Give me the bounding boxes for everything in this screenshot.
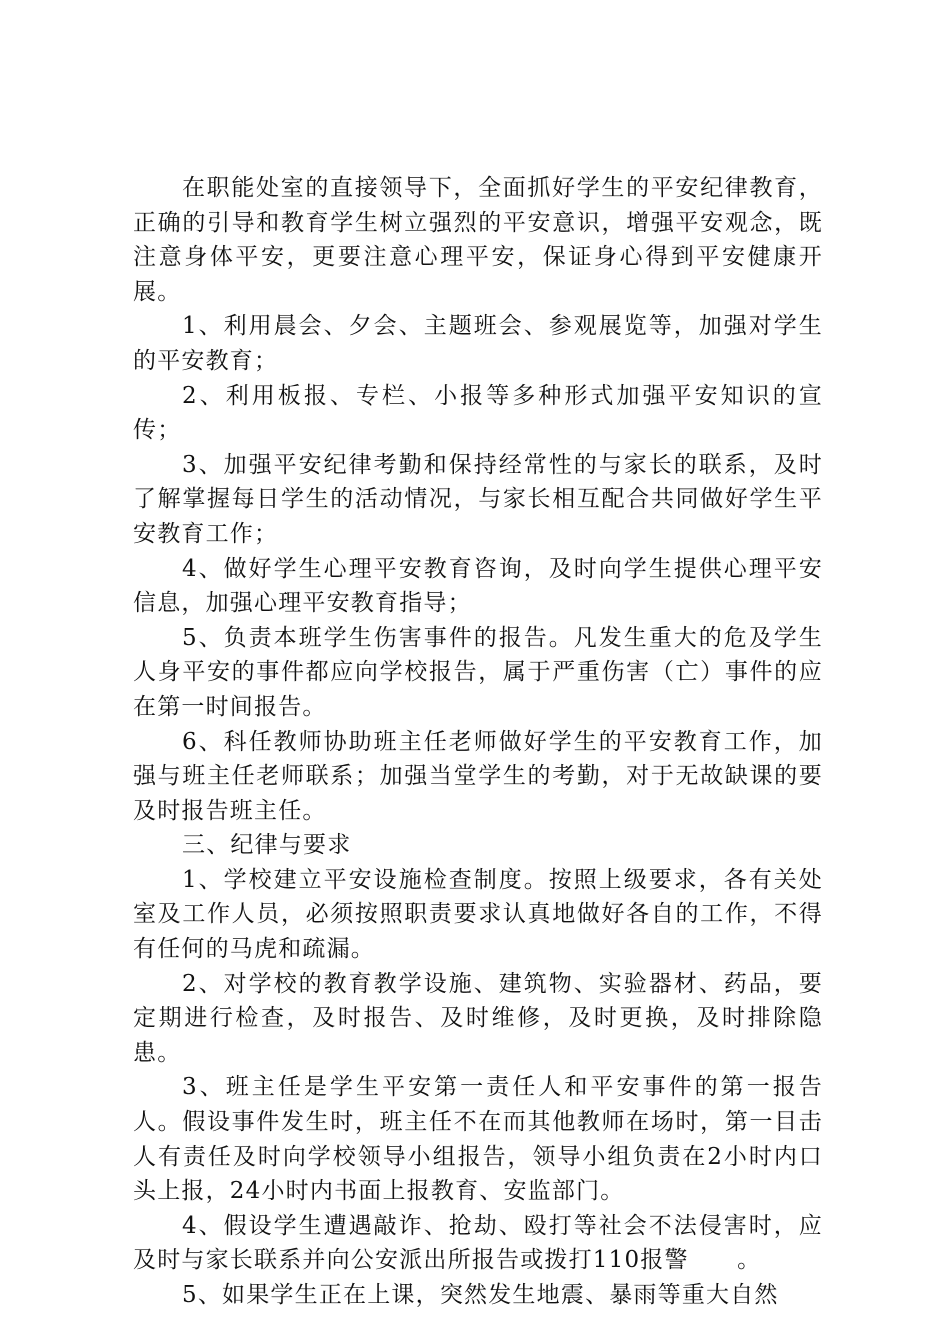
section-heading: 三、纪律与要求 — [182, 832, 352, 859]
paragraph-item-6: 6、科任教师协助班主任老师做好学生的平安教育工作，加强与班主任老师联系；加强当堂学生的考勤，对于无故缺课的要及时报告班主任。 — [133, 728, 823, 824]
paragraph-item-5: 5、负责本班学生伤害事件的报告。凡发生重大的危及学生人身平安的事件都应向学校报告，属于严重伤害（亡）事件的应在第一时间报告。 — [133, 624, 823, 720]
paragraph-rule-3: 3、班主任是学生平安第一责任人和平安事件的第一报告人。假设事件发生时，班主任不在而其他教师在场时，第一目击人有责任及时向学校领导小组报告，领导小组负责在2小时内口头上报，24小时内书面上报教育、安监部门。 — [133, 1074, 823, 1205]
paragraph-intro: 在职能处室的直接领导下，全面抓好学生的平安纪律教育，正确的引导和教育学生树立强烈的平安意识，增强平安观念，既注意身体平安，更要注意心理平安，保证身心得到平安健康开展。 — [133, 175, 823, 305]
paragraph-item-4: 4、做好学生心理平安教育咨询，及时向学生提供心理平安信息，加强心理平安教育指导； — [133, 555, 823, 617]
paragraph-rule-5: 5、如果学生正在上课，突然发生地震、暴雨等重大自然 — [182, 1282, 779, 1308]
paragraph-item-2: 2、利用板报、专栏、小报等多种形式加强平安知识的宣传； — [133, 382, 823, 444]
document-body — [133, 171, 823, 1313]
paragraph-rule-4: 4、假设学生遭遇敲诈、抢劫、殴打等社会不法侵害时，应及时与家长联系并向公安派出所报告或拨打110报警 。 — [133, 1212, 823, 1274]
paragraph-item-3: 3、加强平安纪律考勤和保持经常性的与家长的联系，及时了解掌握每日学生的活动情况，与家长相互配合共同做好学生平安教育工作； — [133, 451, 823, 547]
paragraph-rule-1: 1、学校建立平安设施检查制度。按照上级要求，各有关处室及工作人员，必须按照职责要求认真地做好各自的工作，不得有任何的马虎和疏漏。 — [133, 866, 823, 963]
paragraph-rule-2: 2、对学校的教育教学设施、建筑物、实验器材、药品，要定期进行检查，及时报告、及时维修，及时更换，及时排除隐患。 — [133, 970, 823, 1066]
paragraph-item-1: 1、利用晨会、夕会、主题班会、参观展览等，加强对学生的平安教育； — [133, 313, 823, 374]
